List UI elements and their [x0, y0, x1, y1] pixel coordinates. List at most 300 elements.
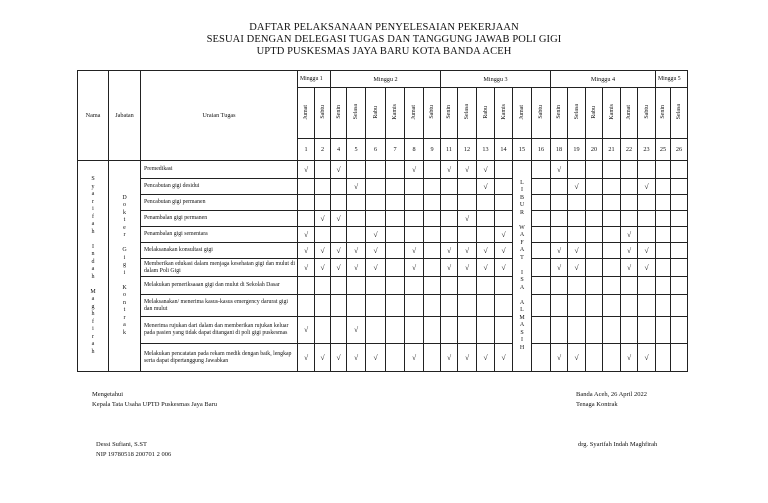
check-cell: [621, 195, 638, 211]
check-cell: [315, 211, 331, 227]
check-cell: [656, 259, 671, 277]
check-cell: [586, 277, 603, 295]
check-cell: [424, 344, 441, 372]
date-cell: 5: [347, 139, 366, 161]
check-mark: √: [644, 245, 649, 255]
head-nip: NIP 19780518 200701 2 006: [96, 451, 172, 458]
position-label: Tenaga Kontrak: [576, 401, 618, 408]
check-cell: [458, 317, 477, 344]
day-name: Sabtu: [538, 105, 544, 119]
check-mark: √: [320, 245, 325, 255]
date-cell: 2: [315, 139, 331, 161]
date-cell: 8: [405, 139, 424, 161]
check-cell: [405, 317, 424, 344]
check-cell: [458, 195, 477, 211]
check-cell: [424, 195, 441, 211]
check-cell: [405, 161, 424, 179]
check-cell: [298, 277, 315, 295]
date-cell: 16: [532, 139, 551, 161]
check-cell: [458, 211, 477, 227]
check-cell: [603, 195, 621, 211]
day-name: Selasa: [464, 104, 470, 120]
check-cell: [405, 195, 424, 211]
check-mark: √: [411, 352, 417, 362]
check-cell: [424, 277, 441, 295]
check-cell: [603, 161, 621, 179]
date-cell: 14: [495, 139, 513, 161]
check-cell: [495, 259, 513, 277]
employee-position: D o k t e r G i g i K o n t r a k: [122, 194, 127, 336]
check-cell: [424, 243, 441, 259]
check-cell: [441, 259, 458, 277]
check-cell: [671, 195, 688, 211]
check-cell: [298, 317, 315, 344]
check-cell: [656, 344, 671, 372]
check-cell: [551, 317, 568, 344]
header-jabatan: Jabatan: [109, 71, 141, 161]
check-cell: [366, 161, 386, 179]
check-mark: √: [501, 352, 506, 362]
check-cell: [405, 259, 424, 277]
check-cell: [638, 161, 656, 179]
check-cell: [586, 179, 603, 195]
check-cell: [495, 243, 513, 259]
check-cell: [331, 161, 347, 179]
check-cell: [298, 195, 315, 211]
check-cell: [298, 243, 315, 259]
check-cell: [638, 195, 656, 211]
check-cell: [568, 179, 586, 195]
check-cell: [638, 344, 656, 372]
day-header-cell: [603, 88, 621, 139]
check-cell: [477, 344, 495, 372]
day-header-cell: [551, 88, 568, 139]
check-cell: [477, 179, 495, 195]
task-description: Pencabutan gigi desidui: [141, 179, 298, 195]
check-cell: [495, 295, 513, 317]
check-mark: √: [464, 245, 470, 255]
check-mark: √: [336, 352, 341, 362]
check-mark: √: [303, 325, 309, 334]
check-cell: [671, 259, 688, 277]
check-cell: [551, 211, 568, 227]
check-cell: [568, 259, 586, 277]
check-cell: [386, 277, 405, 295]
employee-position-cell: [109, 161, 141, 372]
check-cell: [495, 344, 513, 372]
check-cell: [366, 227, 386, 243]
day-name: Senin: [335, 105, 342, 119]
task-row: [78, 317, 688, 344]
check-cell: [477, 277, 495, 295]
day-name: Senin: [446, 105, 452, 119]
date-cell: 22: [621, 139, 638, 161]
check-mark: √: [574, 352, 579, 362]
check-cell: [671, 277, 688, 295]
check-cell: [603, 227, 621, 243]
check-mark: √: [446, 245, 452, 255]
check-cell: [568, 277, 586, 295]
check-cell: [656, 243, 671, 259]
check-cell: [424, 295, 441, 317]
check-mark: √: [574, 181, 579, 191]
check-mark: √: [336, 262, 341, 272]
check-cell: [656, 295, 671, 317]
check-cell: [495, 277, 513, 295]
check-cell: [366, 195, 386, 211]
check-cell: [656, 195, 671, 211]
day-header-cell: [586, 88, 603, 139]
check-cell: [331, 317, 347, 344]
check-cell: [424, 161, 441, 179]
task-description: Pencabutan gigi permanen: [141, 195, 298, 211]
check-cell: [568, 195, 586, 211]
day-header-cell: [477, 88, 495, 139]
check-mark: √: [373, 245, 378, 255]
check-cell: [551, 344, 568, 372]
day-name: Rabu: [372, 105, 379, 119]
check-cell: [532, 195, 551, 211]
check-cell: [424, 317, 441, 344]
check-mark: √: [353, 245, 359, 255]
check-cell: [603, 277, 621, 295]
check-mark: √: [556, 262, 562, 272]
check-cell: [656, 317, 671, 344]
check-cell: [656, 211, 671, 227]
check-cell: [477, 243, 495, 259]
employee-name-cell: [78, 161, 109, 372]
check-cell: [568, 295, 586, 317]
check-cell: [477, 259, 495, 277]
check-mark: √: [446, 164, 452, 174]
acknowledged-label: Mengetahui: [92, 391, 124, 398]
check-mark: √: [501, 262, 506, 272]
task-row: [78, 259, 688, 277]
check-cell: [298, 179, 315, 195]
check-mark: √: [320, 262, 325, 272]
week-header-5: Minggu 5: [656, 71, 688, 88]
week-header-4: Minggu 4: [551, 71, 656, 88]
task-row: [78, 344, 688, 372]
day-header-cell: [315, 88, 331, 139]
check-cell: [315, 179, 331, 195]
check-cell: [331, 195, 347, 211]
day-header-cell: [441, 88, 458, 139]
check-cell: [424, 259, 441, 277]
check-cell: [551, 259, 568, 277]
check-cell: [458, 179, 477, 195]
day-header-cell: [405, 88, 424, 139]
task-description: Melakukan pemeriksaaan gigi dan mulut di Sekolah Dasar: [141, 277, 298, 295]
check-mark: √: [353, 262, 359, 272]
check-cell: [405, 295, 424, 317]
check-cell: [621, 295, 638, 317]
document-title-line-1: DAFTAR PELAKSANAAN PENYELESAIAN PEKERJAAN: [249, 22, 519, 33]
check-cell: [603, 179, 621, 195]
check-mark: √: [626, 229, 632, 239]
date-cell: 15: [513, 139, 532, 161]
day-header-cell: [366, 88, 386, 139]
check-cell: [458, 161, 477, 179]
check-cell: [366, 179, 386, 195]
check-cell: [347, 243, 366, 259]
staff-name: drg. Syarifah Indah Maghfirah: [578, 441, 658, 448]
header-uraian-tugas: Uraian Tugas: [141, 71, 298, 161]
task-row: [78, 277, 688, 295]
check-cell: [386, 295, 405, 317]
check-cell: [621, 277, 638, 295]
check-cell: [441, 195, 458, 211]
check-cell: [532, 317, 551, 344]
check-cell: [532, 277, 551, 295]
check-cell: [424, 211, 441, 227]
check-cell: [298, 344, 315, 372]
check-cell: [347, 344, 366, 372]
week-header-1: Minggu 1: [298, 71, 331, 88]
check-cell: [495, 211, 513, 227]
check-cell: [568, 211, 586, 227]
check-mark: √: [353, 325, 359, 334]
check-cell: [671, 227, 688, 243]
check-cell: [656, 277, 671, 295]
day-header-cell: [621, 88, 638, 139]
check-cell: [586, 295, 603, 317]
check-cell: [386, 227, 405, 243]
check-cell: [671, 243, 688, 259]
check-mark: √: [483, 262, 488, 272]
date-cell: 23: [638, 139, 656, 161]
check-mark: √: [464, 262, 470, 272]
check-cell: [638, 243, 656, 259]
day-name: Sabtu: [319, 105, 326, 119]
check-cell: [671, 179, 688, 195]
check-cell: [495, 195, 513, 211]
check-cell: [347, 277, 366, 295]
check-cell: [347, 295, 366, 317]
check-mark: √: [320, 213, 325, 223]
check-cell: [331, 243, 347, 259]
day-name: Jumat: [519, 104, 525, 120]
check-cell: [366, 277, 386, 295]
check-cell: [347, 161, 366, 179]
check-cell: [458, 243, 477, 259]
check-cell: [458, 227, 477, 243]
check-cell: [638, 295, 656, 317]
check-mark: √: [303, 352, 309, 362]
check-cell: [331, 211, 347, 227]
check-cell: [495, 227, 513, 243]
check-mark: √: [644, 262, 649, 272]
check-mark: √: [303, 229, 309, 239]
check-mark: √: [373, 262, 378, 272]
check-cell: [671, 295, 688, 317]
check-cell: [315, 277, 331, 295]
task-description: Penambalan gigi sementara: [141, 227, 298, 243]
check-cell: [638, 317, 656, 344]
task-description: Memberikan edukasi dalam menjaga kesehatan gigi dan mulut di dalam Poli Gigi: [141, 259, 298, 277]
day-name: Rabu: [591, 105, 597, 119]
task-row: [78, 179, 688, 195]
check-mark: √: [574, 245, 579, 255]
check-cell: [386, 161, 405, 179]
day-name: Selasa: [353, 104, 359, 120]
check-cell: [638, 211, 656, 227]
check-cell: [621, 161, 638, 179]
check-cell: [551, 227, 568, 243]
check-cell: [298, 227, 315, 243]
check-cell: [386, 259, 405, 277]
date-cell: 26: [671, 139, 688, 161]
check-cell: [495, 179, 513, 195]
day-header-cell: [568, 88, 586, 139]
check-mark: √: [373, 352, 378, 362]
check-cell: [331, 227, 347, 243]
check-cell: [621, 211, 638, 227]
check-cell: [586, 243, 603, 259]
check-cell: [405, 227, 424, 243]
day-name: Jumat: [303, 104, 309, 120]
day-name: Senin: [556, 105, 562, 119]
task-description: Premedikasi: [141, 161, 298, 179]
check-cell: [347, 259, 366, 277]
check-cell: [441, 344, 458, 372]
check-cell: [386, 179, 405, 195]
day-header-cell: [347, 88, 366, 139]
check-cell: [458, 344, 477, 372]
check-cell: [671, 161, 688, 179]
check-cell: [386, 344, 405, 372]
day-name: Selasa: [676, 104, 682, 120]
task-description: Menerima rujukan dari dalam dan memberikan rujukan keluar pada pasien yang tidak dapat ditangani di poli gigi puskesmas: [141, 317, 298, 344]
date-cell: 6: [366, 139, 386, 161]
check-cell: [424, 227, 441, 243]
check-cell: [603, 211, 621, 227]
check-cell: [405, 243, 424, 259]
check-cell: [603, 259, 621, 277]
check-mark: √: [336, 213, 341, 223]
date-cell: 1: [298, 139, 315, 161]
check-cell: [315, 161, 331, 179]
check-cell: [586, 259, 603, 277]
check-mark: √: [464, 213, 470, 223]
date-cell: 12: [458, 139, 477, 161]
check-mark: √: [483, 181, 488, 191]
check-cell: [586, 344, 603, 372]
day-name: Sabtu: [429, 105, 435, 119]
check-cell: [386, 243, 405, 259]
check-cell: [477, 227, 495, 243]
check-cell: [405, 211, 424, 227]
check-mark: √: [501, 245, 506, 255]
check-cell: [315, 344, 331, 372]
check-mark: √: [320, 352, 325, 362]
day-header-cell: [671, 88, 688, 139]
check-mark: √: [446, 352, 452, 362]
check-mark: √: [303, 245, 309, 255]
check-cell: [458, 295, 477, 317]
check-cell: [331, 295, 347, 317]
check-cell: [347, 211, 366, 227]
check-cell: [458, 277, 477, 295]
holiday-label: L I B U R W A F A T I S A A L M A S I H: [519, 179, 525, 351]
check-cell: [568, 227, 586, 243]
check-cell: [315, 243, 331, 259]
check-cell: [621, 243, 638, 259]
place-date-label: Banda Aceh, 26 April 2022: [576, 391, 647, 398]
check-mark: √: [556, 352, 562, 362]
day-header-cell: [424, 88, 441, 139]
check-mark: √: [483, 164, 488, 174]
check-cell: [621, 227, 638, 243]
check-cell: [586, 211, 603, 227]
head-name: Dessi Sufiani, S.ST: [96, 441, 147, 448]
check-cell: [621, 179, 638, 195]
check-cell: [568, 243, 586, 259]
task-row: [78, 295, 688, 317]
date-cell: 25: [656, 139, 671, 161]
check-cell: [405, 277, 424, 295]
check-mark: √: [336, 164, 341, 174]
check-mark: √: [464, 352, 470, 362]
date-cell: 9: [424, 139, 441, 161]
day-name: Jumat: [626, 104, 632, 120]
date-cell: 11: [441, 139, 458, 161]
day-header-cell: [656, 88, 671, 139]
check-mark: √: [644, 352, 649, 362]
date-cell: 7: [386, 139, 405, 161]
check-cell: [347, 195, 366, 211]
task-description: Melaksanakan konsultasi gigi: [141, 243, 298, 259]
check-mark: √: [446, 262, 452, 272]
day-name: Selasa: [573, 104, 580, 120]
check-cell: [495, 161, 513, 179]
check-mark: √: [644, 181, 649, 191]
check-mark: √: [303, 164, 309, 174]
check-cell: [532, 295, 551, 317]
check-cell: [568, 161, 586, 179]
day-header-cell: [495, 88, 513, 139]
check-cell: [405, 344, 424, 372]
check-cell: [315, 195, 331, 211]
check-mark: √: [626, 262, 632, 272]
check-cell: [298, 211, 315, 227]
check-cell: [298, 161, 315, 179]
task-row: [78, 227, 688, 243]
check-cell: [586, 317, 603, 344]
check-cell: [586, 227, 603, 243]
holiday-cell: [513, 161, 532, 372]
check-cell: [656, 227, 671, 243]
check-cell: [441, 227, 458, 243]
check-cell: [656, 179, 671, 195]
check-mark: √: [501, 229, 506, 239]
date-cell: 4: [331, 139, 347, 161]
check-mark: √: [483, 245, 488, 255]
check-cell: [656, 161, 671, 179]
check-cell: [458, 259, 477, 277]
day-header-cell: [298, 88, 315, 139]
check-cell: [366, 344, 386, 372]
check-cell: [551, 277, 568, 295]
check-cell: [532, 259, 551, 277]
check-cell: [366, 259, 386, 277]
week-header-row: [78, 71, 688, 88]
check-cell: [441, 317, 458, 344]
check-cell: [347, 227, 366, 243]
task-row: [78, 195, 688, 211]
check-cell: [638, 179, 656, 195]
check-cell: [441, 295, 458, 317]
